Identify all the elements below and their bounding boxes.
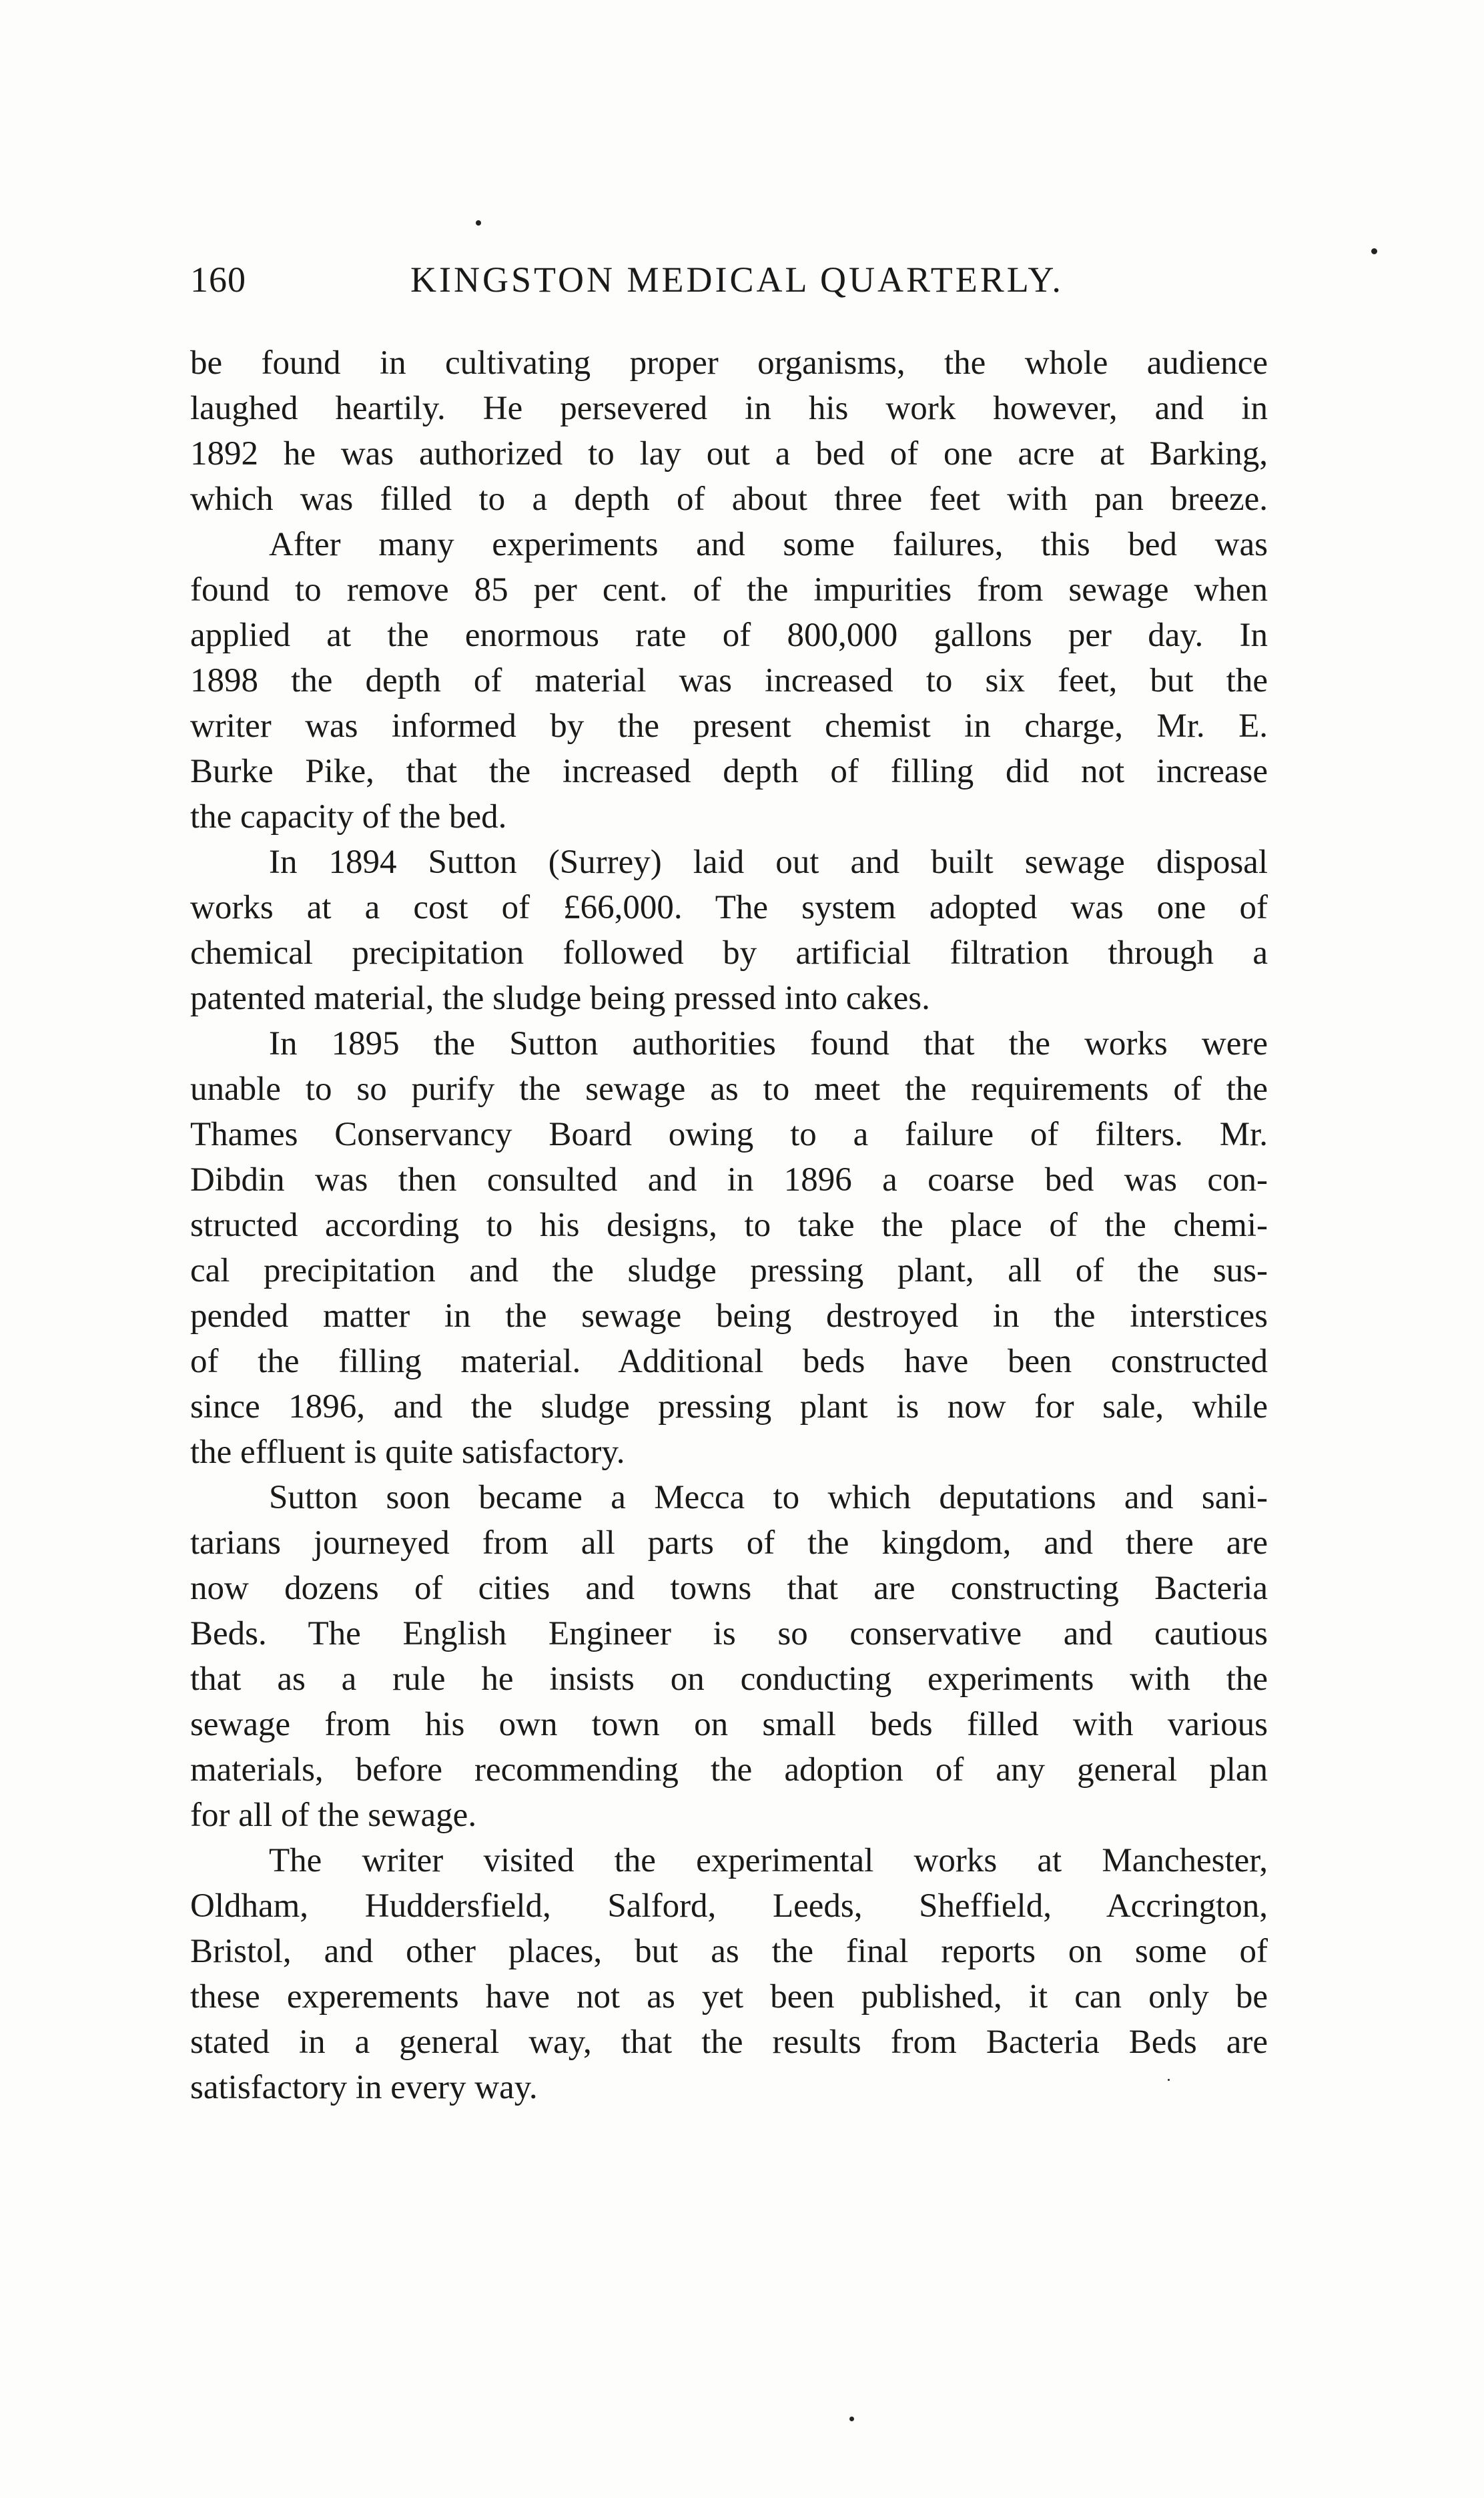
text-line: Bristol, and other places, but as the final reports on some of [190,1933,1268,1970]
text-line: applied at the enormous rate of 800,000 gallons per day. In [190,617,1268,654]
paragraph [190,1021,1268,1475]
ink-speck [476,220,481,226]
text-line: After many experiments and some failures, this bed was [269,526,1268,563]
text-line: unable to so purify the sewage as to meet the requirements of the [190,1070,1268,1108]
text-line: In 1894 Sutton (Surrey) laid out and built sewage disposal [269,844,1268,881]
text-line: satisfactory in every way. [190,2069,538,2106]
page-header [190,259,1284,312]
text-line: Dibdin was then consulted and in 1896 a coarse bed was con- [190,1161,1268,1199]
text-line: stated in a general way, that the results from Bacteria Beds are [190,2023,1268,2061]
text-line: patented material, the sludge being pressed into cakes. [190,980,930,1017]
text-line: the effluent is quite satisfactory. [190,1434,625,1471]
text-line: laughed heartily. He persevered in his work however, and in [190,390,1268,427]
text-line: structed according to his designs, to take the place of the chemi- [190,1207,1268,1244]
paragraph [190,522,1268,840]
page-number: 160 [190,260,246,300]
text-line: which was filled to a depth of about three feet with pan breeze. [190,481,1268,518]
text-line: now dozens of cities and towns that are constructing Bacteria [190,1570,1268,1607]
text-line: of the filling material. Additional beds have been constructed [190,1343,1268,1380]
text-line: be found in cultivating proper organisms, the whole audience [190,344,1268,382]
text-line: pended matter in the sewage being destroyed in the interstices [190,1297,1268,1335]
text-line: writer was informed by the present chemist in charge, Mr. E. [190,707,1268,745]
text-line: the capacity of the bed. [190,798,507,836]
text-line: for all of the sewage. [190,1797,477,1834]
paragraph [190,840,1268,1021]
text-line: Beds. The English Engineer is so conservative and cautious [190,1615,1268,1652]
paragraph [190,1475,1268,1838]
text-line: found to remove 85 per cent. of the impurities from sewage when [190,571,1268,609]
text-line: these experements have not as yet been published, it can only be [190,1978,1268,2015]
text-line: Burke Pike, that the increased depth of filling did not increase [190,753,1268,790]
ink-speck [849,2417,854,2421]
text-line: 1892 he was authorized to lay out a bed of one acre at Barking, [190,435,1268,473]
body-text [190,340,1268,2110]
paragraph [190,1838,1268,2110]
ink-speck [1371,248,1377,254]
text-line: that as a rule he insists on conducting experiments with the [190,1660,1268,1698]
text-line: Thames Conservancy Board owing to a failure of filters. Mr. [190,1116,1268,1153]
paragraph [190,340,1268,522]
text-line: sewage from his own town on small beds filled with various [190,1706,1268,1743]
text-line: 1898 the depth of material was increased to six feet, but the [190,662,1268,699]
text-line: In 1895 the Sutton authorities found that the works were [269,1025,1268,1062]
text-line: The writer visited the experimental works at Manchester, [269,1842,1268,1879]
text-line: cal precipitation and the sludge pressing plant, all of the sus- [190,1252,1268,1289]
text-line: chemical precipitation followed by artificial filtration through a [190,934,1268,972]
text-line: materials, before recommending the adoption of any general plan [190,1751,1268,1789]
running-head: KINGSTON MEDICAL QUARTERLY. [410,260,1064,300]
text-line: works at a cost of £66,000. The system adopted was one of [190,889,1268,926]
text-line: Oldham, Huddersfield, Salford, Leeds, Sheffield, Accrington, [190,1887,1268,1925]
text-line: since 1896, and the sludge pressing plant is now for sale, while [190,1388,1268,1426]
text-line: Sutton soon became a Mecca to which deputations and sani- [269,1479,1268,1516]
text-line: tarians journeyed from all parts of the kingdom, and there are [190,1524,1268,1562]
